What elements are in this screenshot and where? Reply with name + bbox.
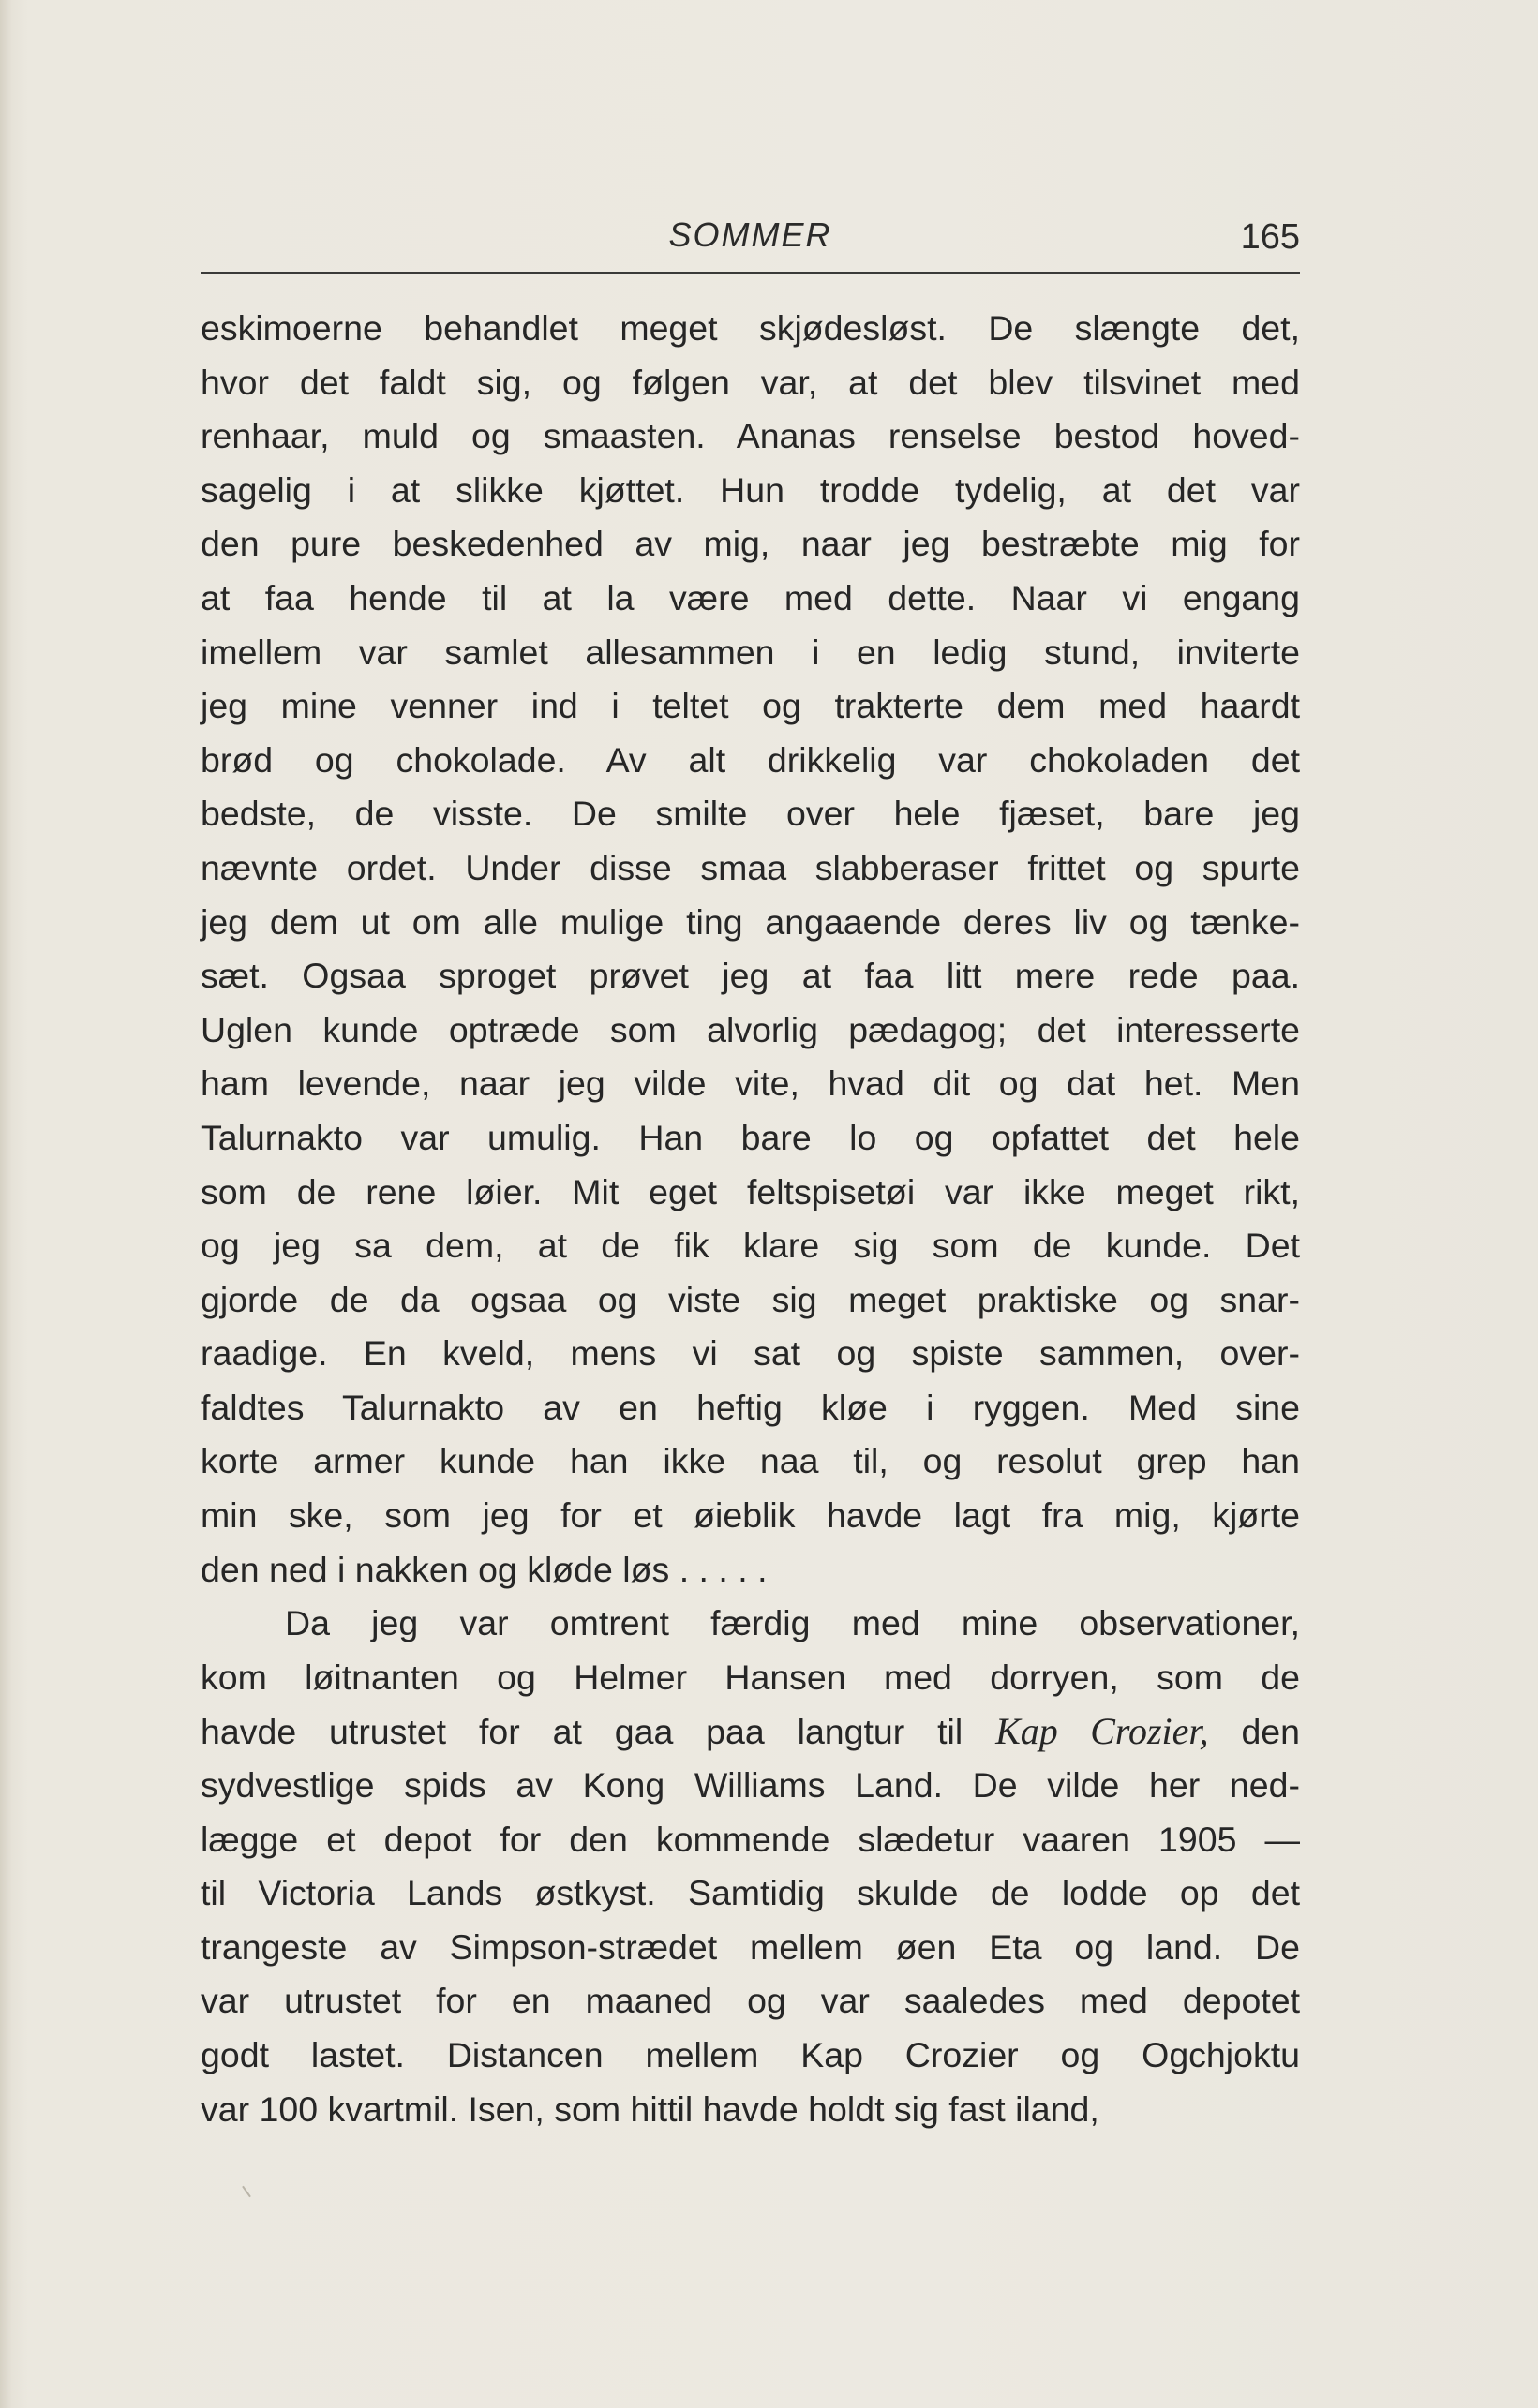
text-line: brød og chokolade. Av alt drikkelig var chokoladen det xyxy=(201,739,1300,780)
text-line: nævnte ordet. Under disse smaa slabberaser frittet og spurte xyxy=(201,847,1300,887)
text-line: raadige. En kveld, mens vi sat og spiste sammen, over- xyxy=(201,1333,1300,1374)
text-line: var 100 kvartmil. Isen, som hittil havde holdt sig fast iland, xyxy=(201,2088,1099,2129)
text-line: lægge et depot for den kommende slædetur vaaren 1905 — xyxy=(201,1819,1300,1859)
paragraph-first-line: Da jeg var omtrent færdig med mine observationer, xyxy=(285,1603,1300,1643)
text-line: at faa hende til at la være med dette. Naar vi engang xyxy=(201,577,1300,617)
text-line: imellem var samlet allesammen i en ledig stund, inviterte xyxy=(201,632,1300,672)
text-line: kom løitnanten og Helmer Hansen med dorryen, som de xyxy=(201,1657,1300,1697)
running-title: SOMMER xyxy=(668,216,832,254)
text-line: ham levende, naar jeg vilde vite, hvad dit og dat het. Men xyxy=(201,1063,1300,1104)
text-line: Uglen kunde optræde som alvorlig pædagog; det interesserte xyxy=(201,1009,1300,1049)
text-line: Talurnakto var umulig. Han bare lo og opfattet det hele xyxy=(201,1117,1300,1157)
text-line: var utrustet for en maaned og var saaledes med depotet xyxy=(201,1981,1300,2021)
text-line: til Victoria Lands østkyst. Samtidig skulde de lodde op det xyxy=(201,1873,1300,1913)
text-line: bedste, de visste. De smilte over hele fjæset, bare jeg xyxy=(201,794,1300,834)
text-line: gjorde de da ogsaa og viste sig meget praktiske og snar- xyxy=(201,1279,1300,1319)
text-line: min ske, som jeg for et øieblik havde lagt fra mig, kjørte xyxy=(201,1495,1300,1536)
text-line: eskimoerne behandlet meget skjødesløst. De slængte det, xyxy=(201,308,1300,348)
text-line: sæt. Ogsaa sproget prøvet jeg at faa litt mere rede paa. xyxy=(201,956,1300,996)
text-line: hvor det faldt sig, og følgen var, at det blev tilsvinet med xyxy=(201,362,1300,402)
text-segment: den xyxy=(1241,1712,1301,1752)
paragraph-last-line: den ned i nakken og kløde løs . . . . . xyxy=(201,1549,768,1589)
text-line: godt lastet. Distancen mellem Kap Crozier og Ogchjoktu xyxy=(201,2035,1300,2074)
text-line: korte armer kunde han ikke naa til, og resolut grep han xyxy=(201,1441,1300,1481)
text-line: som de rene løier. Mit eget feltspisetøi var ikke meget rikt, xyxy=(201,1171,1300,1211)
paper-speck xyxy=(242,2186,251,2198)
text-line: jeg dem ut om alle mulige ting angaaende deres liv og tænke- xyxy=(201,901,1300,942)
text-line: renhaar, muld og smaasten. Ananas renselse bestod hoved- xyxy=(201,416,1300,456)
text-line: sagelig i at slikke kjøttet. Hun trodde tydelig, at det var xyxy=(201,469,1300,510)
text-line: og jeg sa dem, at de fik klare sig som de kunde. Det xyxy=(201,1226,1300,1266)
page-header xyxy=(201,216,1300,274)
text-segment: havde utrustet for at gaa paa langtur til xyxy=(201,1712,963,1752)
italic-place-name: Kap Crozier, xyxy=(995,1710,1209,1753)
text-line: trangeste av Simpson-strædet mellem øen Eta og land. De xyxy=(201,1926,1300,1967)
text-line: faldtes Talurnakto av en heftig kløe i ryggen. Med sine xyxy=(201,1387,1300,1427)
page-gutter-shadow xyxy=(0,0,11,2408)
page-number: 165 xyxy=(1240,217,1300,257)
text-line: jeg mine venner ind i teltet og trakterte dem med haardt xyxy=(201,686,1300,726)
text-line-with-italic xyxy=(201,1704,1300,1759)
text-line: sydvestlige spids av Kong Williams Land. De vilde her ned- xyxy=(201,1765,1300,1806)
body-text xyxy=(201,302,1300,2136)
text-line: den pure beskedenhed av mig, naar jeg bestræbte mig for xyxy=(201,524,1300,564)
